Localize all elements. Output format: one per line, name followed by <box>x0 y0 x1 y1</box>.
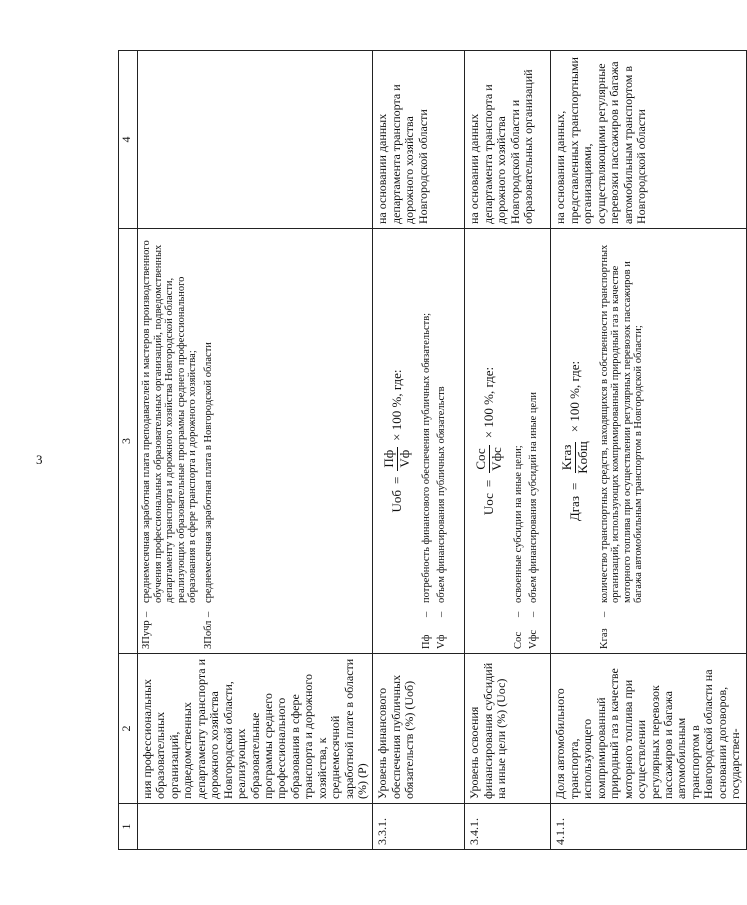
definitions-list <box>513 233 540 649</box>
definitions-list <box>141 233 214 649</box>
formula-eq: = <box>389 476 405 484</box>
row-number: 3.4.1. <box>465 804 551 850</box>
def-dash: – <box>141 611 152 617</box>
def-symbol: Kгаз <box>598 628 610 649</box>
formula-denominator: Vф <box>396 449 412 468</box>
source-cell: на основании данных, представленных транспортными организациями, осуществляющими регулярные перевозки пассажиров и багажа автомобильным транспортом в Новгородской области <box>551 51 746 229</box>
definitions-list <box>421 233 448 649</box>
def-symbol: ЗПобл <box>202 620 214 649</box>
page-number: 3 <box>36 452 43 467</box>
formula-tail: × 100 %, где: <box>567 360 583 433</box>
formula-numerator: Пф <box>382 447 398 471</box>
formula-numerator: Kгаз <box>560 442 576 474</box>
indicator-name: Уровень финансового обеспечения публичных обязательств (%) (Uоб) <box>373 654 465 804</box>
header-row <box>119 51 138 850</box>
formula <box>474 233 504 649</box>
table-row <box>465 51 551 850</box>
header-col-1: 1 <box>119 804 138 850</box>
row-number: 3.3.1. <box>373 804 465 850</box>
formula-fraction <box>382 447 412 471</box>
def-text: освоенные субсидии на иные цели; <box>512 445 524 603</box>
formula-eq: = <box>567 482 583 491</box>
formula-lhs: Uоб <box>389 490 405 513</box>
def-text: объем финансирования субсидий на иные цели <box>528 391 540 603</box>
formula-tail: × 100 %, где: <box>481 366 497 439</box>
indicator-name: ния профессиональных образовательных организаций, подведомственных департаменту транспорта и дорожного хозяйства Новгородской области, реализующих образовательные программы среднего профессионального образования в сфере транспорта и дорожного хозяйства, к среднемесячной заработной плате в области (%) (P) <box>138 654 373 804</box>
formula-numerator: Cос <box>474 445 490 472</box>
def-text: количество транспортных средств, находящихся в собственности транспортных организаций, использующих компримированный природный газ в качестве моторного топлива при осуществлении регулярных перевозок пассажиров и багажа автомобильным транспортом в Новгородской области; <box>598 244 645 603</box>
indicator-name: Уровень освоения финансирования субсидий на иные цели (%) (Uос) <box>465 654 551 804</box>
table-row <box>551 51 746 850</box>
def-dash: – <box>528 611 540 617</box>
definitions-list <box>599 233 645 649</box>
indicator-table <box>118 50 747 850</box>
header-col-4: 4 <box>119 51 138 229</box>
row-number: 4.1.1. <box>551 804 746 850</box>
formula-fraction <box>560 438 590 477</box>
def-dash: – <box>436 611 448 617</box>
source-cell: на основании данных департамента транспорта и дорожного хозяйства Новгородской области и образовательных организаций <box>465 51 551 229</box>
header-col-3: 3 <box>119 229 138 654</box>
formula <box>382 233 412 649</box>
formula <box>560 233 590 649</box>
formula-cell <box>551 229 746 654</box>
formula-tail: × 100 %, где: <box>389 369 405 441</box>
rotated-table-container <box>118 50 743 850</box>
formula-denominator: Kобщ <box>574 441 590 474</box>
formula-lhs: Uос <box>481 493 497 516</box>
def-text: среднемесячная заработная плата преподавателей и мастеров производственного обучения профессиональных образовательных организаций, подведомственных департаменту транспорта и дорожного хозяйства Новгородской области, реализующих образовательные программы среднего профессионального образования в сфере транспорта и дорожного хозяйства; <box>141 240 199 603</box>
formula-fraction <box>474 444 504 474</box>
formula-cell <box>373 229 465 654</box>
def-dash: – <box>598 611 610 617</box>
def-text: объем финансирования публичных обязательств <box>436 386 448 603</box>
def-dash: – <box>420 611 432 617</box>
source-cell <box>138 51 373 229</box>
row-number <box>138 804 373 850</box>
def-symbol: Пф <box>420 634 432 649</box>
def-symbol: Cос <box>512 631 524 649</box>
def-text: среднемесячная заработная плата в Новгородской области <box>202 342 214 603</box>
table-row <box>138 51 373 850</box>
def-symbol: ЗПучр <box>141 620 152 649</box>
source-cell: на основании данных департамента транспорта и дорожного хозяйства Новгородской области <box>373 51 465 229</box>
def-symbol: Vфс <box>528 629 540 649</box>
indicator-name: Доля автомобильного транспорта, использующего компримированный природный газ в качестве моторного топлива при осуществлении регулярных перевозок пассажиров и багажа автомобильным транспортом в Новгородской области на основании договоров, государствен- <box>551 654 746 804</box>
formula-lhs: Дгаз <box>567 496 583 522</box>
formula-cell <box>465 229 551 654</box>
header-col-2: 2 <box>119 654 138 804</box>
formula-denominator: Vфс <box>488 447 504 471</box>
def-dash: – <box>512 611 524 617</box>
formula-eq: = <box>481 479 497 488</box>
def-symbol: Vф <box>436 634 448 649</box>
def-dash: – <box>202 611 214 617</box>
def-text: потребность финансового обеспечения публичных обязательств; <box>420 312 432 603</box>
formula-cell <box>138 229 373 654</box>
table-row <box>373 51 465 850</box>
